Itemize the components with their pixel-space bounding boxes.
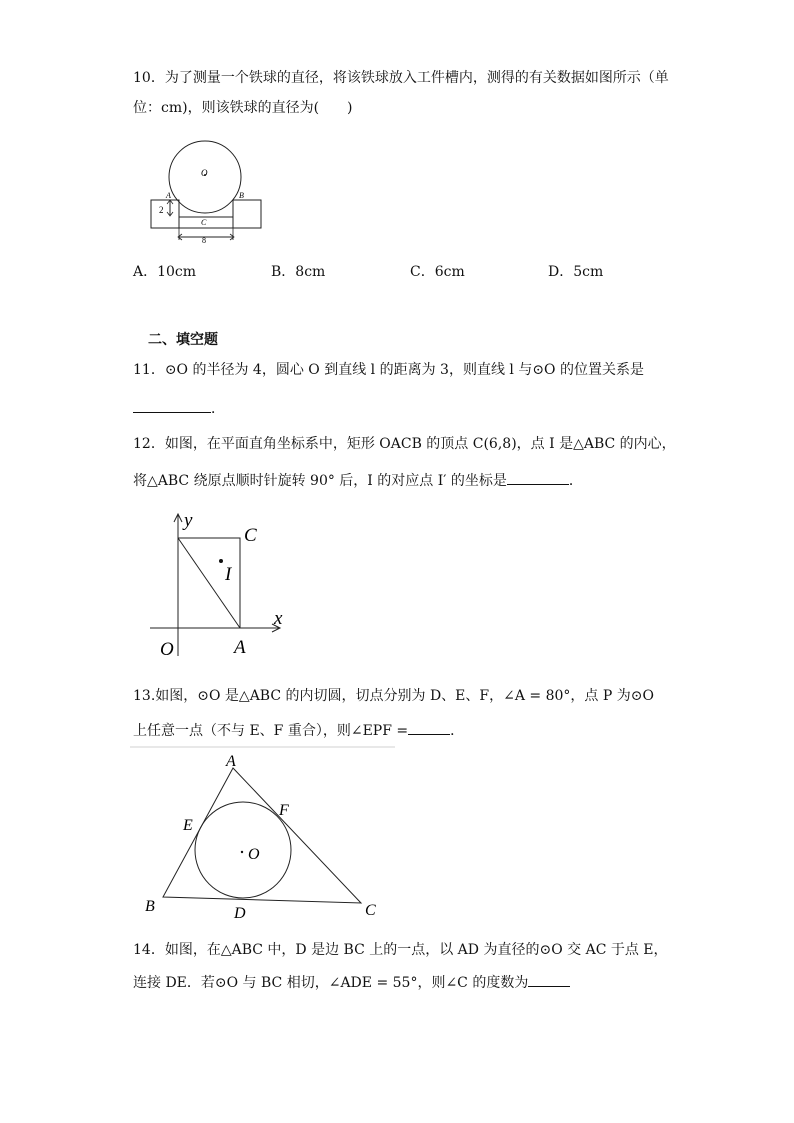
q13-figure <box>130 746 395 921</box>
q14-text-line1: 14．如图，在△ABC 中，D 是边 BC 上的一点，以 AD 为直径的⊙O 交 AC 于点 E， <box>133 942 668 958</box>
q11-period: ． <box>211 401 225 417</box>
q13-answer-blank[interactable] <box>408 720 450 735</box>
q13-label-A: A <box>226 753 236 770</box>
q13-label-F: F <box>279 802 289 819</box>
q13-label-O: O <box>248 846 260 863</box>
q12-answer-blank[interactable] <box>507 470 569 485</box>
q10-option-c: C．6cm <box>410 264 465 280</box>
q10-label-O: O <box>201 168 208 178</box>
q10-right-block <box>233 200 261 228</box>
q12-period: ． <box>568 473 583 489</box>
q12-label-x: x <box>274 608 283 629</box>
q12-text-line2-body: 将△ABC 绕原点顺时针旋转 90° 后，I 的对应点 I′ 的坐标是 <box>133 473 507 489</box>
q12-text-line1: 12．如图，在平面直角坐标系中，矩形 OACB 的顶点 C(6,8)，点 I 是△ABC 的内心， <box>133 436 676 452</box>
q10-label-8: 8 <box>202 236 206 245</box>
q13-period: ． <box>450 723 465 739</box>
q13-text-line2-body: 上任意一点（不与 E、F 重合），则∠EPF = <box>133 723 409 739</box>
q13-label-D: D <box>234 905 246 922</box>
q13-center-dot <box>241 851 243 853</box>
q12-label-I: I <box>225 564 232 585</box>
q10-option-d: D．5cm <box>548 264 604 280</box>
q13-text-line2 <box>133 720 464 741</box>
q11-text-line1: 11．⊙O 的半径为 4，圆心 O 到直线 l 的距离为 3，则直线 l 与⊙O 的位置关系是 <box>133 362 644 378</box>
q11-answer-blank[interactable] <box>133 398 211 413</box>
q12-label-O: O <box>160 639 174 660</box>
q10-text-line2: 位：cm)，则该铁球的直径为( ) <box>133 100 353 116</box>
q12-incenter-dot <box>219 559 223 563</box>
q12-label-C: C <box>244 525 257 546</box>
q10-figure <box>150 140 262 245</box>
q10-left-block <box>151 200 179 228</box>
q13-text-line1: 13.如图，⊙O 是△ABC 的内切圆，切点分别为 D、E、F，∠A = 80°，点 P 为⊙O <box>133 688 654 704</box>
q10-label-A: A <box>166 191 171 200</box>
q13-triangle <box>163 768 361 903</box>
q13-incircle <box>195 802 291 898</box>
q12-text-line2 <box>133 470 583 491</box>
q13-label-B: B <box>145 898 155 915</box>
section-heading: 二、填空题 <box>148 332 218 348</box>
q12-label-A: A <box>234 637 246 658</box>
q14-text-line2 <box>133 972 570 993</box>
q10-label-2: 2 <box>159 205 164 215</box>
q12-label-y: y <box>184 510 193 531</box>
q10-label-B: B <box>239 191 244 200</box>
q10-text-line1: 10．为了测量一个铁球的直径，将该铁球放入工件槽内，测得的有关数据如图所示（单 <box>133 70 669 86</box>
q10-option-a: A．10cm <box>133 264 197 280</box>
q12-figure <box>148 508 293 660</box>
q14-text-line2-body: 连接 DE．若⊙O 与 BC 相切，∠ADE = 55°，则∠C 的度数为 <box>133 975 529 991</box>
q14-answer-blank[interactable] <box>528 972 570 987</box>
q13-label-C: C <box>365 902 376 919</box>
q10-label-C: C <box>201 218 207 227</box>
q10-option-b: B．8cm <box>271 264 326 280</box>
q11-text-line2 <box>133 398 225 419</box>
q13-label-E: E <box>183 817 193 834</box>
